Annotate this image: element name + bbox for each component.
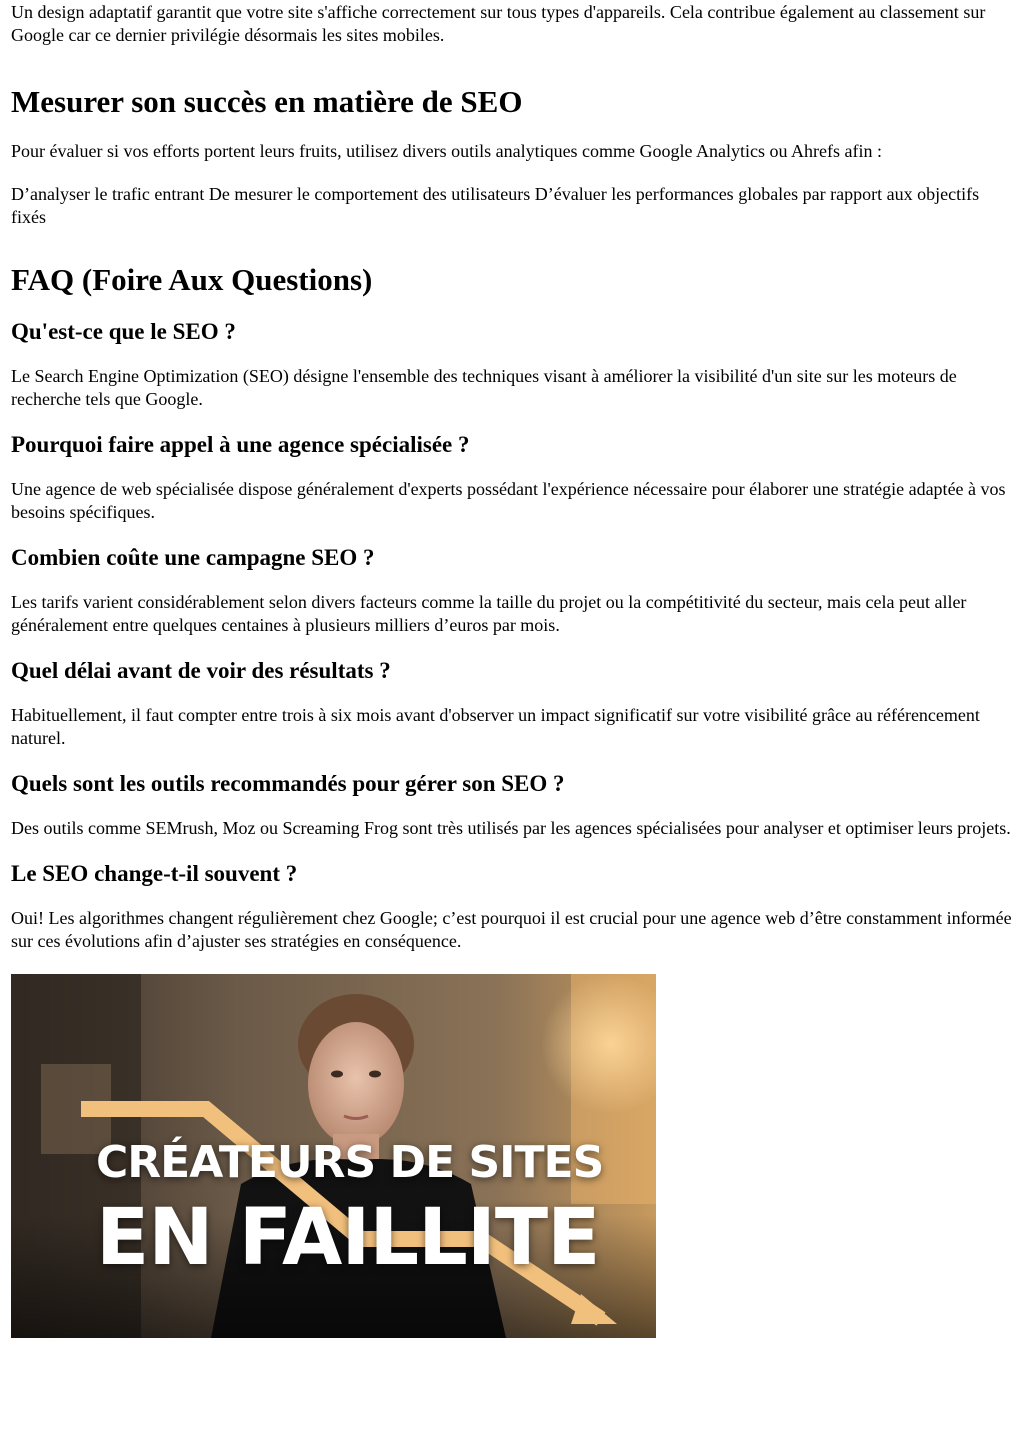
faq-answer: Habituellement, il faut compter entre trois à six mois avant d'observer un impact significatif sur votre visibilité grâce au référencement naturel. [11,705,980,748]
seo-success-list-paragraph: D’analyser le trafic entrant De mesurer le comportement des utilisateurs D’évaluer les performances globales par rapport aux objectifs fixés [11,184,980,227]
thumbnail-title-line2: EN FAILLITE [96,1193,600,1283]
faq-answer: Oui! Les algorithmes changent régulièrement chez Google; c’est pourquoi il est crucial pour une agence web d’être constamment informée sur ces évolutions afin d’ajuster ses stratégies en conséquence. [11,908,1012,951]
section-heading-seo-success: Mesurer son succès en matière de SEO [11,84,523,119]
faq-question: Qu'est-ce que le SEO ? [11,319,236,344]
article-content [0,1,1024,1338]
faq-question: Pourquoi faire appel à une agence spécialisée ? [11,432,470,457]
faq-question: Combien coûte une campagne SEO ? [11,545,375,570]
faq-answer: Le Search Engine Optimization (SEO) désigne l'ensemble des techniques visant à améliorer la visibilité d'un site sur les moteurs de recherche tels que Google. [11,366,957,409]
faq-question: Quels sont les outils recommandés pour gérer son SEO ? [11,771,565,796]
thumbnail-title-line1: CRÉATEURS DE SITES [96,1137,604,1188]
faq-answer: Les tarifs varient considérablement selon divers facteurs comme la taille du projet ou la compétitivité du secteur, mais cela peut aller généralement entre quelques centaines à plusieurs milliers d’euros par mois. [11,592,967,635]
faq-question: Le SEO change-t-il souvent ? [11,861,298,886]
video-thumbnail[interactable] [11,974,656,1338]
seo-success-paragraph: Pour évaluer si vos efforts portent leurs fruits, utilisez divers outils analytiques comme Google Analytics ou Ahrefs afin : [11,141,882,161]
section-heading-faq: FAQ (Foire Aux Questions) [11,262,373,297]
faq-answer: Des outils comme SEMrush, Moz ou Screaming Frog sont très utilisés par les agences spécialisées pour analyser et optimiser leurs projets. [11,818,1011,838]
faq-answer: Une agence de web spécialisée dispose généralement d'experts possédant l'expérience nécessaire pour élaborer une stratégie adaptée à vos besoins spécifiques. [11,479,1006,522]
intro-paragraph: Un design adaptatif garantit que votre site s'affiche correctement sur tous types d'appareils. Cela contribue également au classement sur Google car ce dernier privilégie désormais les sites mobiles. [11,2,986,45]
faq-question: Quel délai avant de voir des résultats ? [11,658,391,683]
